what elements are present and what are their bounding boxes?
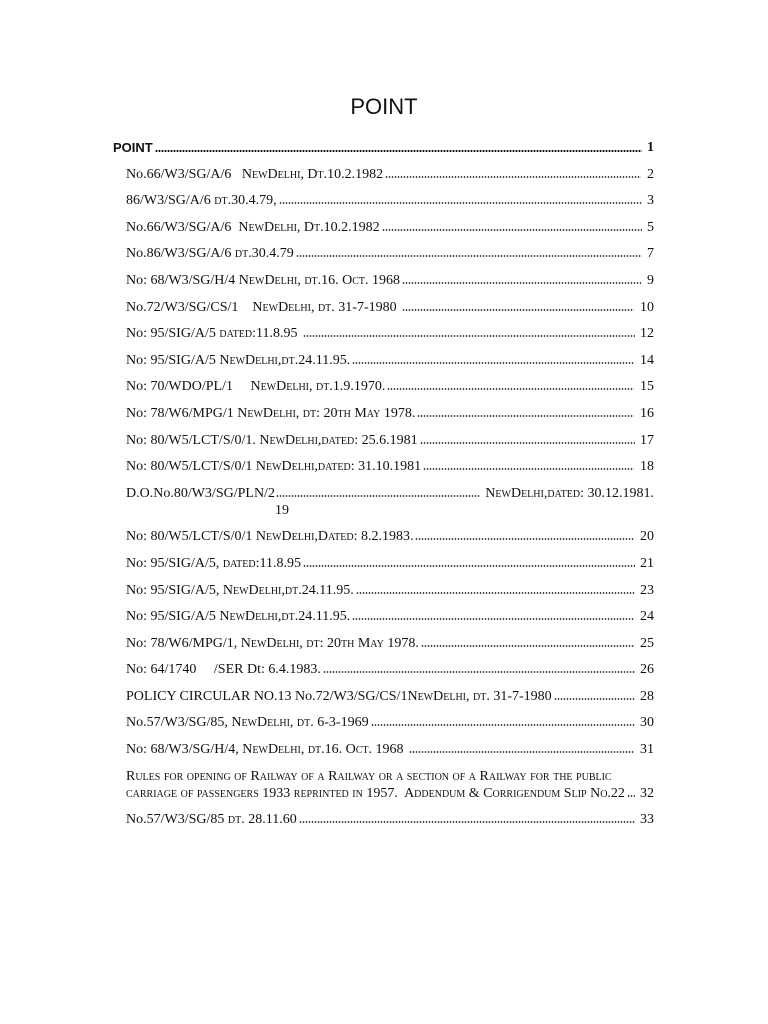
toc-page-number: 20: [640, 529, 654, 545]
toc-entry-text: No: 64/1740 /SER Dt: 6.4.1983.: [126, 662, 321, 678]
dot-leader: [299, 821, 635, 823]
toc-entry-text: No: 95/SIG/A/5: [126, 352, 220, 368]
toc-page-number: 23: [640, 582, 654, 598]
toc-entry: [126, 582, 654, 599]
toc-entry: [126, 166, 654, 183]
toc-page-number: 24: [640, 609, 654, 625]
dot-leader: [409, 751, 634, 753]
toc-entry: [126, 555, 654, 572]
toc-entry-text: NewDelhi,dt.: [222, 582, 302, 598]
toc-entry-text: 30.4.79,: [231, 193, 277, 209]
toc-entry-text: 1968: [368, 272, 401, 288]
toc-entry: [126, 528, 654, 545]
toc-entry-text: POLICY CIRCULAR NO.13 No.72/W3/SG/CS/1: [126, 688, 408, 704]
toc-entry-text: NewDelhi, dt:: [240, 635, 324, 651]
toc-entry-text: 1933: [262, 785, 291, 801]
toc-entry-text: 30.12.1981.: [584, 485, 654, 501]
toc-entry-text: 16.: [324, 742, 346, 758]
toc-entry: [126, 661, 654, 678]
toc-entry: [113, 139, 654, 156]
toc-entry-text: NewDelhi, dt:: [237, 405, 320, 421]
toc-page-number: 5: [647, 219, 654, 235]
toc-entry-text: 10.2.1982: [323, 219, 380, 235]
toc-entry-text: No: 68/W3/SG/H/4,: [126, 742, 243, 758]
toc-entry: [126, 741, 654, 758]
toc-entry-text: NewDelhi, dt.: [252, 299, 335, 315]
toc-page-number: 10: [640, 299, 654, 315]
dot-leader: [382, 229, 642, 231]
dot-leader: [387, 388, 634, 390]
toc-entry-text: NewDelhi,dated:: [255, 459, 355, 475]
page-title: POINT: [350, 94, 418, 119]
toc-page-number: 1: [647, 140, 654, 155]
dot-leader: [402, 309, 634, 311]
toc-entry: [126, 485, 654, 519]
toc-page-number: 25: [640, 635, 654, 651]
toc-page-number: 33: [640, 812, 654, 828]
toc-entry-text: D.O.No.80/W3/SG/PLN/2: [126, 485, 275, 501]
toc-entry-text: NewDelhi, Dt.: [241, 166, 328, 182]
toc-entry-text: dt.: [227, 812, 245, 828]
toc-entry-label: [482, 485, 654, 502]
toc-page-number: 7: [647, 246, 654, 262]
toc-page-number: 15: [640, 379, 654, 395]
toc-entry-text: 11.8.95: [259, 555, 301, 571]
dot-leader: [303, 335, 635, 337]
toc-page-number: 14: [640, 352, 654, 368]
toc-page-number: 31: [640, 742, 654, 758]
toc-entry-label: [126, 609, 350, 624]
toc-entry-label: [126, 246, 294, 261]
toc-entry-text: NewDelhi,dated:: [259, 432, 359, 448]
toc-entry-text: th May: [337, 405, 381, 421]
dot-leader: [385, 176, 641, 178]
toc-entry-text: 8.2.1983.: [357, 529, 414, 545]
toc-entry-text: Oct.: [345, 742, 373, 758]
toc-entry-text: NewDelhi, Dt.: [238, 219, 324, 235]
toc-entry-label: [126, 742, 407, 757]
toc-page-number: 17: [640, 432, 654, 448]
dot-leader: [417, 415, 634, 417]
toc-page-number: 18: [640, 459, 654, 475]
toc-entry-text: No.66/W3/SG/A/6: [126, 219, 239, 235]
toc-page-number: 28: [640, 688, 654, 704]
toc-entry-label: [126, 300, 400, 315]
dot-leader: [279, 202, 642, 204]
dot-leader: [402, 282, 641, 284]
toc-entry-text: No: 80/W5/LCT/S/0/1.: [126, 432, 260, 448]
toc-entry-text: Oct.: [342, 272, 369, 288]
toc-entry-text: dt.: [234, 246, 252, 262]
toc-entry-text: NewDelhi, dt.: [238, 272, 322, 288]
toc-entry-text: No: 95/SIG/A/5,: [126, 582, 223, 598]
toc-entry-label: [126, 353, 350, 368]
toc-entry-text: 6-3-1969: [313, 715, 369, 731]
toc-entry-text: reprinted in: [290, 785, 367, 801]
toc-entry: [126, 192, 654, 209]
toc-entry-text: 30.4.79: [251, 246, 294, 262]
toc-list: [113, 139, 654, 838]
dot-leader: [352, 618, 634, 620]
toc-page-number: 12: [640, 326, 654, 342]
dot-leader: [303, 565, 635, 567]
toc-entry-text: dt.: [214, 193, 232, 209]
toc-entry-text: NewDelhi, dt.: [250, 379, 333, 395]
toc-entry-text: dated:: [222, 555, 260, 571]
toc-page-number: 3: [647, 193, 654, 209]
toc-entry: [126, 714, 654, 731]
toc-entry-label: [126, 326, 301, 341]
toc-entry-text: 10.2.1982: [327, 166, 384, 182]
toc-entry-label: [126, 485, 275, 502]
dot-leader: [276, 495, 480, 497]
toc-entry-label: [126, 406, 415, 421]
toc-entry-text: 1978.: [383, 635, 419, 651]
toc-entry-text: 20: [323, 635, 341, 651]
dot-leader: [323, 671, 635, 673]
toc-entry-label: [126, 529, 413, 544]
toc-entry-text: No.66/W3/SG/A/6: [126, 166, 242, 182]
toc-entry-text: No.86/W3/SG/A/6: [126, 246, 235, 262]
toc-entry-label: [126, 689, 552, 704]
toc-entry-label: [126, 459, 421, 474]
toc-entry-label: [126, 583, 354, 598]
toc-entry-label: [126, 636, 419, 651]
toc-entry-line: [126, 485, 654, 502]
toc-entry-label: [126, 556, 301, 571]
toc-page-number: 26: [640, 662, 654, 678]
dot-leader: [415, 538, 634, 540]
toc-entry-text: 20: [320, 405, 338, 421]
toc-page-number: 32: [640, 785, 654, 801]
dot-leader: [352, 362, 634, 364]
toc-entry-text: Addendum & Corrigendum Slip No.: [397, 785, 611, 801]
toc-entry-text: No: 95/SIG/A/5: [126, 609, 220, 625]
dot-leader: [420, 442, 635, 444]
toc-entry-text: NewDelhi,dated:: [481, 485, 584, 501]
dot-leader: [554, 698, 635, 700]
toc-entry-text: 1.9.1970.: [332, 379, 386, 395]
toc-entry-text: 1968: [372, 742, 408, 758]
toc-entry-label: [126, 769, 625, 801]
toc-page-number: 9: [647, 272, 654, 288]
toc-entry: [126, 405, 654, 422]
toc-entry: [126, 688, 654, 705]
toc-entry-text: POINT: [113, 140, 153, 155]
toc-entry-text: No.57/W3/SG/85: [126, 812, 228, 828]
toc-entry-label: [126, 433, 418, 448]
toc-entry: [126, 768, 654, 802]
dot-leader: [155, 150, 642, 152]
toc-entry-label: [126, 193, 277, 208]
toc-entry-text: No: 68/W3/SG/H/4: [126, 272, 239, 288]
toc-entry-label: [126, 220, 380, 235]
toc-entry-text: 28.11.60: [244, 812, 297, 828]
toc-entry-text: No: 70/WDO/PL/1: [126, 379, 251, 395]
toc-entry: [126, 811, 654, 828]
toc-entry: [126, 432, 654, 449]
dot-leader: [627, 795, 635, 797]
dot-leader: [371, 724, 635, 726]
toc-entry: [126, 245, 654, 262]
toc-entry-text: No: 78/W6/MPG/1: [126, 405, 238, 421]
toc-entry-text: No: 78/W6/MPG/1,: [126, 635, 241, 651]
toc-entry-label: [113, 140, 153, 155]
toc-entry-text: 22: [610, 785, 625, 801]
dot-leader: [296, 255, 642, 257]
toc-entry-label: [126, 715, 369, 730]
toc-entry-text: No: 80/W5/LCT/S/0/1: [126, 529, 256, 545]
toc-entry-text: 1978.: [380, 405, 416, 421]
toc-entry-text: No: 95/SIG/A/5: [126, 326, 220, 342]
toc-entry-text: No: 95/SIG/A/5,: [126, 555, 223, 571]
toc-entry: [126, 635, 654, 652]
toc-entry-text: 31.10.1981: [354, 459, 422, 475]
toc-entry-text: 24.11.95.: [298, 352, 351, 368]
dot-leader: [423, 468, 634, 470]
toc-entry: [126, 608, 654, 625]
toc-entry-text: NewDelhi, dt.: [407, 688, 490, 704]
toc-entry: [126, 272, 654, 289]
toc-entry: [126, 458, 654, 475]
toc-entry-label: [126, 662, 321, 677]
toc-entry-text: 31-7-1980: [489, 688, 552, 704]
toc-entry-text: NewDelhi, dt.: [231, 715, 314, 731]
toc-entry-text: 31-7-1980: [334, 299, 401, 315]
toc-entry-text: 16.: [321, 272, 343, 288]
dot-leader: [421, 645, 635, 647]
toc-entry: [126, 325, 654, 342]
toc-page-number: 2: [647, 166, 654, 182]
toc-entry-text: Rules for opening of Railway of a Railway or a section of a Railway for the public carriage of passengers: [126, 768, 616, 801]
dot-leader: [356, 592, 635, 594]
toc-entry-text: NewDelhi,dt.: [219, 609, 299, 625]
toc-entry-text: No.72/W3/SG/CS/1: [126, 299, 253, 315]
toc-entry-label: [126, 167, 383, 182]
toc-entry-text: 24.11.95.: [298, 609, 351, 625]
toc-entry-text: NewDelhi, dt.: [242, 742, 325, 758]
toc-entry-text: No.57/W3/SG/85,: [126, 715, 232, 731]
toc-entry-text: No: 80/W5/LCT/S/0/1: [126, 459, 256, 475]
toc-entry-text: dated:: [219, 326, 257, 342]
toc-entry: [126, 299, 654, 316]
toc-entry-text: 1957.: [366, 785, 398, 801]
toc-entry: [126, 219, 654, 236]
toc-entry-text: 11.8.95: [256, 326, 301, 342]
toc-entry-text: 86/W3/SG/A/6: [126, 193, 215, 209]
toc-entry: [126, 352, 654, 369]
toc-entry-label: [126, 273, 400, 288]
toc-entry-text: NewDelhi,Dated:: [255, 529, 358, 545]
toc-entry: [126, 378, 654, 395]
toc-entry-label: [126, 812, 297, 827]
toc-page-number: 16: [640, 405, 654, 421]
toc-entry-text: NewDelhi,dt.: [219, 352, 299, 368]
toc-page-number: 19: [275, 502, 289, 518]
toc-entry-text: 25.6.1981: [358, 432, 418, 448]
toc-entry-text: th May: [341, 635, 384, 651]
toc-entry-label: [126, 379, 385, 394]
toc-page-number: 30: [640, 715, 654, 731]
toc-page-number: 21: [640, 555, 654, 571]
toc-entry-text: 24.11.95.: [301, 582, 354, 598]
